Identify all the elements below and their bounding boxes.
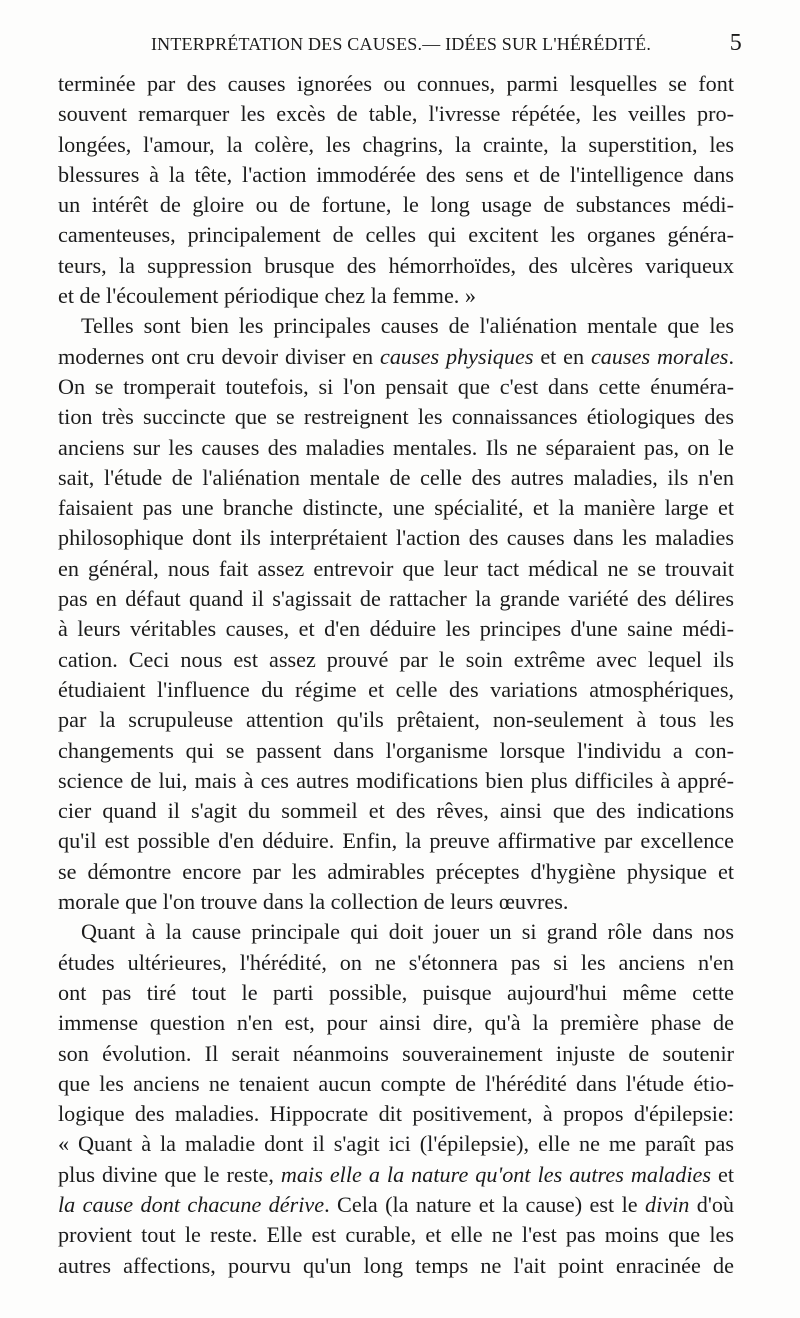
text-line — [58, 736, 734, 766]
text-run: pas en défaut quand il s'agissait de rattacher la grande variété des délires — [58, 586, 734, 612]
text-line — [58, 1190, 734, 1220]
text-line — [58, 705, 734, 735]
text-line — [58, 1008, 734, 1038]
text-run: étudiaient l'influence du régime et celle des variations atmosphériques, — [58, 676, 734, 702]
body-text — [58, 69, 734, 1281]
text-line — [58, 766, 734, 796]
text-run: Quant à la cause principale qui doit jouer un si grand rôle dans nos — [81, 919, 734, 945]
text-line — [58, 130, 734, 160]
text-run: son évolution. Il serait néanmoins souverainement injuste de soutenir — [58, 1040, 734, 1066]
text-line — [58, 160, 734, 190]
text-line — [58, 1069, 734, 1099]
text-line — [58, 554, 734, 584]
text-line — [58, 1039, 734, 1069]
text-run: philosophique dont ils interprétaient l'action des causes dans les maladies — [58, 525, 734, 551]
text-line — [58, 796, 734, 826]
text-line — [58, 251, 734, 281]
text-run: études ultérieures, l'hérédité, on ne s'étonnera pas si les anciens n'en — [58, 949, 734, 975]
text-run: autres affections, pourvu qu'un long temps ne l'ait point enracinée de — [58, 1252, 734, 1278]
running-head — [60, 24, 742, 64]
text-line — [58, 948, 734, 978]
text-run: qu'il est possible d'en déduire. Enfin, la preuve affirmative par excellence — [58, 828, 734, 854]
text-run: changements qui se passent dans l'organisme lorsque l'individu a con- — [58, 737, 734, 763]
text-run: camenteuses, principalement de celles qui excitent les organes généra- — [58, 222, 734, 248]
text-run: sait, l'étude de l'aliénation mentale de celle des autres maladies, ils n'en — [58, 464, 734, 490]
text-run: faisaient pas une branche distincte, une spécialité, et la manière large et — [58, 495, 734, 521]
text-line — [58, 675, 734, 705]
text-line — [58, 917, 734, 947]
text-line — [58, 584, 734, 614]
text-run: et — [710, 1161, 734, 1187]
text-line — [58, 1251, 734, 1281]
text-run: logique des maladies. Hippocrate dit positivement, à propos d'épilepsie: — [58, 1101, 734, 1127]
text-line — [58, 372, 734, 402]
text-run: souvent remarquer les excès de table, l'ivresse répétée, les veilles pro- — [58, 101, 734, 127]
italic-text: causes morales — [590, 343, 729, 369]
page-number: 5 — [729, 30, 742, 56]
text-line — [58, 311, 734, 341]
text-line — [58, 342, 734, 372]
text-run: immense question n'en est, pour ainsi dire, qu'à la première phase de — [58, 1010, 734, 1036]
text-run: que les anciens ne tenaient aucun compte de l'hérédité dans l'étude étio- — [58, 1070, 734, 1096]
text-run: se démontre encore par les admirables préceptes d'hygiène physique et — [58, 858, 734, 884]
italic-text: mais elle a la nature qu'ont les autres maladies — [280, 1161, 711, 1187]
text-run: et en — [533, 343, 591, 369]
text-run: modernes ont cru devoir diviser en — [58, 343, 380, 369]
text-run: ont pas tiré tout le parti possible, puisque aujourd'hui même cette — [58, 979, 734, 1005]
text-line — [58, 1129, 734, 1159]
text-line — [58, 1220, 734, 1250]
text-run: en général, nous fait assez entrevoir que leur tact médical ne se trouvait — [58, 555, 734, 581]
text-line — [58, 1160, 734, 1190]
text-line — [58, 433, 734, 463]
italic-text: divin — [644, 1191, 690, 1217]
text-line — [58, 978, 734, 1008]
text-line — [58, 887, 734, 917]
text-run: . Cela (la nature et la cause) est le — [324, 1191, 645, 1217]
text-run: science de lui, mais à ces autres modifications bien plus difficiles à appré- — [58, 767, 734, 793]
text-run: et de l'écoulement périodique chez la femme. » — [58, 283, 476, 309]
text-run: anciens sur les causes des maladies mentales. Ils ne séparaient pas, on le — [58, 434, 734, 460]
text-run: plus divine que le reste, — [58, 1161, 281, 1187]
text-run: morale que l'on trouve dans la collection de leurs œuvres. — [58, 889, 569, 915]
text-line — [58, 523, 734, 553]
text-line — [58, 220, 734, 250]
text-line — [58, 281, 734, 311]
text-line — [58, 645, 734, 675]
text-run: longées, l'amour, la colère, les chagrins, la crainte, la superstition, les — [58, 131, 734, 157]
text-line — [58, 857, 734, 887]
text-run: « Quant à la maladie dont il s'agit ici (l'épilepsie), elle ne me paraît pas — [58, 1131, 734, 1157]
text-run: teurs, la suppression brusque des hémorrhoïdes, des ulcères variqueux — [58, 252, 734, 278]
italic-text: la cause dont chacune dérive — [58, 1191, 325, 1217]
running-head-title: INTERPRÉTATION DES CAUSES.— IDÉES SUR L'HÉRÉDITÉ. — [150, 33, 652, 54]
text-run: On se tromperait toutefois, si l'on pensait que c'est dans cette énuméra- — [58, 373, 734, 399]
text-line — [58, 614, 734, 644]
text-line — [58, 826, 734, 856]
text-line — [58, 69, 734, 99]
text-line — [58, 1099, 734, 1129]
text-run: Telles sont bien les principales causes de l'aliénation mentale que les — [81, 313, 734, 339]
text-run: tion très succincte que se restreignent les connaissances étiologiques des — [58, 404, 734, 430]
text-line — [58, 190, 734, 220]
text-line — [58, 402, 734, 432]
text-line — [58, 463, 734, 493]
italic-text: causes physiques — [379, 343, 534, 369]
text-line — [58, 99, 734, 129]
text-run: un intérêt de gloire ou de fortune, le long usage de substances médi- — [58, 192, 734, 218]
text-line — [58, 493, 734, 523]
text-run: provient tout le reste. Elle est curable, et elle ne l'est pas moins que les — [58, 1222, 734, 1248]
text-run: . — [728, 343, 734, 369]
text-run: d'où — [689, 1191, 734, 1217]
text-run: par la scrupuleuse attention qu'ils prêtaient, non-seulement à tous les — [58, 707, 734, 733]
text-run: blessures à la tête, l'action immodérée des sens et de l'intelligence dans — [58, 161, 734, 187]
text-run: cier quand il s'agit du sommeil et des rêves, ainsi que des indications — [58, 798, 734, 824]
text-run: à leurs véritables causes, et d'en déduire les principes d'une saine médi- — [58, 616, 734, 642]
text-run: cation. Ceci nous est assez prouvé par le soin extrême avec lequel ils — [58, 646, 734, 672]
text-run: terminée par des causes ignorées ou connues, parmi lesquelles se font — [58, 71, 734, 96]
